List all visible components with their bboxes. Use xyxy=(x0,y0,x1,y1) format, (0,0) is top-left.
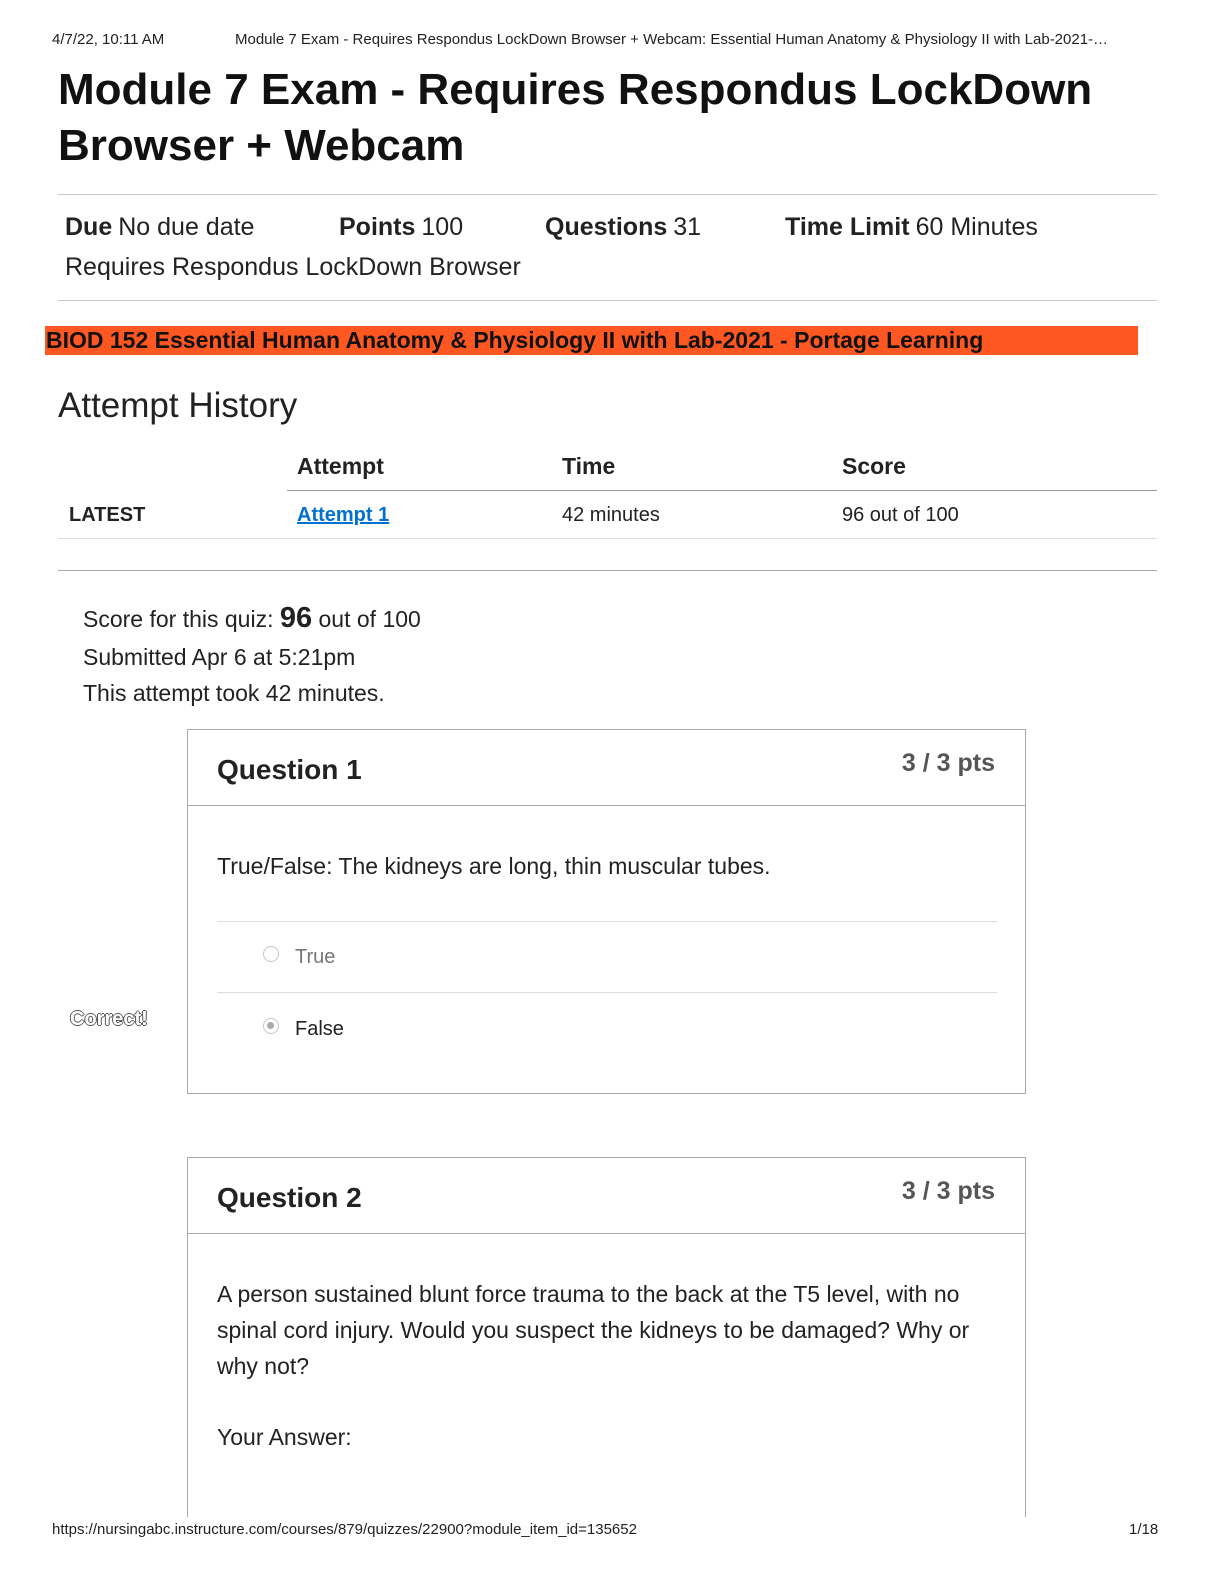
attempt-time: 42 minutes xyxy=(562,504,660,526)
time-limit-value: 60 Minutes xyxy=(915,213,1038,241)
question-title: Question 1 xyxy=(217,754,362,785)
quiz-questions xyxy=(545,213,701,242)
points-label: Points xyxy=(339,213,416,241)
question-points: 3 / 3 pts xyxy=(901,749,995,777)
lockdown-note: Requires Respondus LockDown Browser xyxy=(65,253,521,281)
question-header xyxy=(188,730,1025,806)
column-header-score: Score xyxy=(842,453,906,479)
questions-label: Questions xyxy=(545,213,668,241)
print-doc-title: Module 7 Exam - Requires Respondus LockDown Browser + Webcam: Essential Human Anatomy & Physiology II with Lab-2021-… xyxy=(235,31,1109,48)
attempt-duration: This attempt took 42 minutes. xyxy=(83,680,385,706)
answer-label-true: True xyxy=(295,946,336,968)
quiz-score-value: 96 xyxy=(279,602,313,634)
print-url: https://nursingabc.instructure.com/courses/879/quizzes/22900?module_item_id=135652 xyxy=(52,1521,637,1538)
correct-indicator: Correct! xyxy=(70,1008,148,1030)
column-header-attempt: Attempt xyxy=(297,453,384,479)
question-text: True/False: The kidneys are long, thin muscular tubes. xyxy=(217,853,771,879)
points-value: 100 xyxy=(421,213,464,241)
due-value: No due date xyxy=(118,213,255,241)
quiz-score: Score for this quiz: 96 out of 100 xyxy=(83,602,421,634)
due-label: Due xyxy=(65,213,113,241)
divider xyxy=(58,300,1157,301)
time-limit-label: Time Limit xyxy=(785,213,910,241)
print-page-number: 1/18 xyxy=(1129,1521,1159,1538)
question-header xyxy=(188,1158,1025,1234)
row-latest-label: LATEST xyxy=(69,504,146,526)
divider xyxy=(58,570,1157,571)
attempt-link[interactable]: Attempt 1 xyxy=(297,504,390,526)
question-text: A person sustained blunt force trauma to the back at the T5 level, with no spinal cord injury. Would you suspect the kidneys to be damaged? Why or why not? xyxy=(217,1281,970,1379)
question-title: Question 2 xyxy=(217,1182,362,1213)
answer-radio-false[interactable] xyxy=(263,1018,279,1034)
quiz-points xyxy=(339,213,463,242)
answer-divider xyxy=(217,992,997,993)
submitted-time: Submitted Apr 6 at 5:21pm xyxy=(83,644,356,670)
question-card-1 xyxy=(187,729,1026,1094)
answer-divider xyxy=(217,921,997,922)
answer-label-false: False xyxy=(295,1018,344,1040)
table-header-divider xyxy=(287,490,1157,491)
question-card-2 xyxy=(187,1157,1026,1517)
answer-radio-true[interactable] xyxy=(263,946,279,962)
divider xyxy=(58,194,1157,195)
attempt-score: 96 out of 100 xyxy=(842,504,959,526)
quiz-due xyxy=(65,213,254,242)
page-title: Module 7 Exam - Requires Respondus LockDown Browser + Webcam xyxy=(58,65,1093,170)
your-answer-label: Your Answer: xyxy=(217,1424,352,1450)
column-header-time: Time xyxy=(562,453,616,479)
course-banner: BIOD 152 Essential Human Anatomy & Physiology II with Lab-2021 - Portage Learning xyxy=(45,326,1138,355)
questions-value: 31 xyxy=(673,213,702,241)
quiz-time-limit xyxy=(785,213,1038,242)
print-datetime: 4/7/22, 10:11 AM xyxy=(52,31,165,48)
table-row-divider xyxy=(58,538,1157,539)
question-points: 3 / 3 pts xyxy=(901,1177,995,1205)
attempt-history-heading: Attempt History xyxy=(58,386,298,425)
